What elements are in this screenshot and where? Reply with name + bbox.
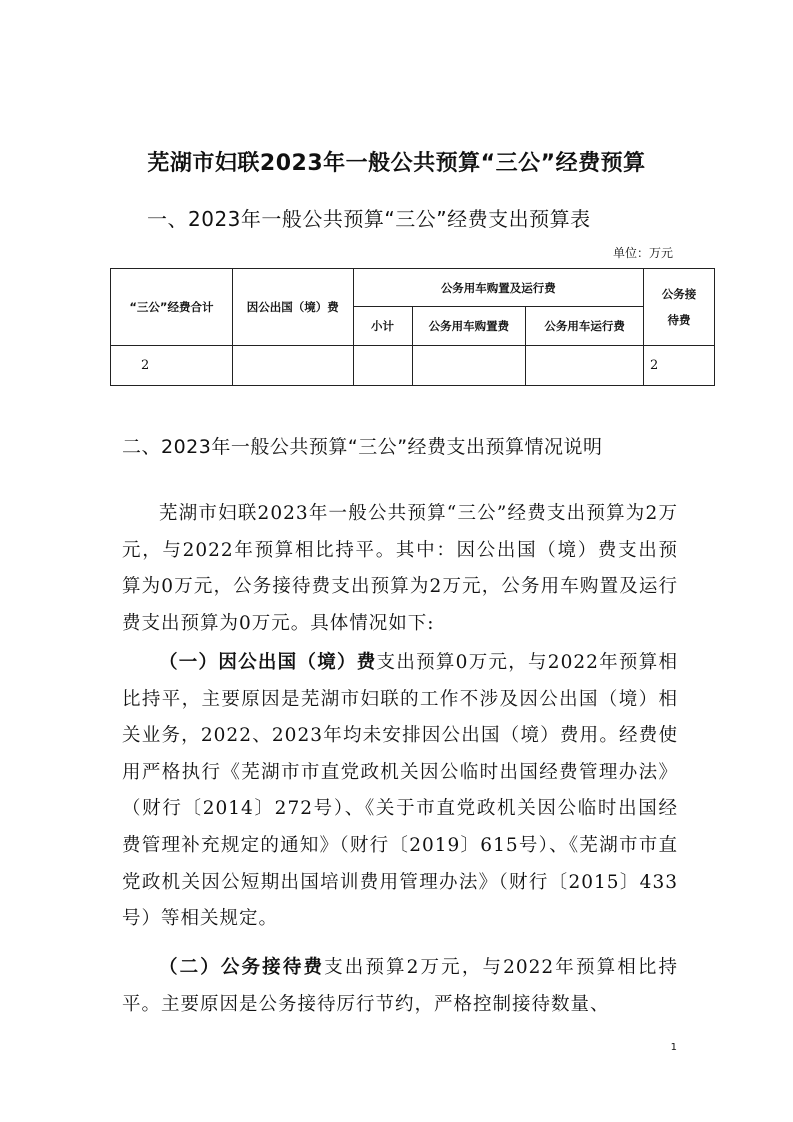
header-total: “三公”经费合计 [111, 269, 233, 346]
header-vehicle-purchase: 公务用车购置费 [412, 307, 526, 346]
cell-subtotal [353, 346, 412, 386]
cell-total: 2 [111, 346, 233, 386]
abroad-label: （一）因公出国（境）费 [159, 652, 377, 673]
header-subtotal: 小计 [353, 307, 412, 346]
cell-vehicle-operation [526, 346, 644, 386]
budget-table [110, 268, 715, 386]
page-number: 1 [670, 1042, 677, 1053]
header-vehicle-operation: 公务用车运行费 [526, 307, 644, 346]
document-title: 芜湖市妇联2023年一般公共预算“三公”经费预算 [147, 151, 646, 176]
unit-label: 单位：万元 [612, 246, 673, 260]
section-1-heading: 一、2023年一般公共预算“三公”经费支出预算表 [147, 207, 591, 231]
reception-text: 支出预算2万元，与2022年预算相比持平。主要原因是公务接待厉行节约，严格控制接待数量、 [122, 957, 678, 1015]
header-abroad: 因公出国（境）费 [232, 269, 353, 346]
section-2-heading: 二、2023年一般公共预算“三公”经费支出预算情况说明 [122, 436, 603, 458]
header-vehicle-group: 公务用车购置及运行费 [353, 269, 643, 307]
header-reception-label: 公务接待费 [661, 287, 697, 327]
cell-vehicle-purchase [412, 346, 526, 386]
header-reception [644, 269, 715, 346]
reception-paragraph [122, 950, 678, 1023]
abroad-paragraph [122, 645, 678, 938]
reception-label: （二）公务接待费 [159, 957, 325, 978]
intro-paragraph: 芜湖市妇联2023年一般公共预算“三公”经费支出预算为2万元，与2022年预算相比持平。其中：因公出国（境）费支出预算为0万元，公务接待费支出预算为2万元，公务用车购置及运行费支出预算为0万元。具体情况如下: [122, 503, 678, 634]
cell-abroad [232, 346, 353, 386]
cell-reception: 2 [644, 346, 715, 386]
abroad-text: 支出预算0万元，与2022年预算相比持平，主要原因是芜湖市妇联的工作不涉及因公出国（境）相关业务，2022、2023年均未安排因公出国（境）费用。经费使用严格执行《芜湖市市直党政机关因公临时出国经费管理办法》（财行〔2014〕272号）、《关于市直党政机关因公临时出国经费管理补充规定的通知》（财行〔2019〕615号）、《芜湖市市直党政机关因公短期出国培训费用管理办法》（财行〔2015〕433号）等相关规定。 [122, 652, 678, 930]
